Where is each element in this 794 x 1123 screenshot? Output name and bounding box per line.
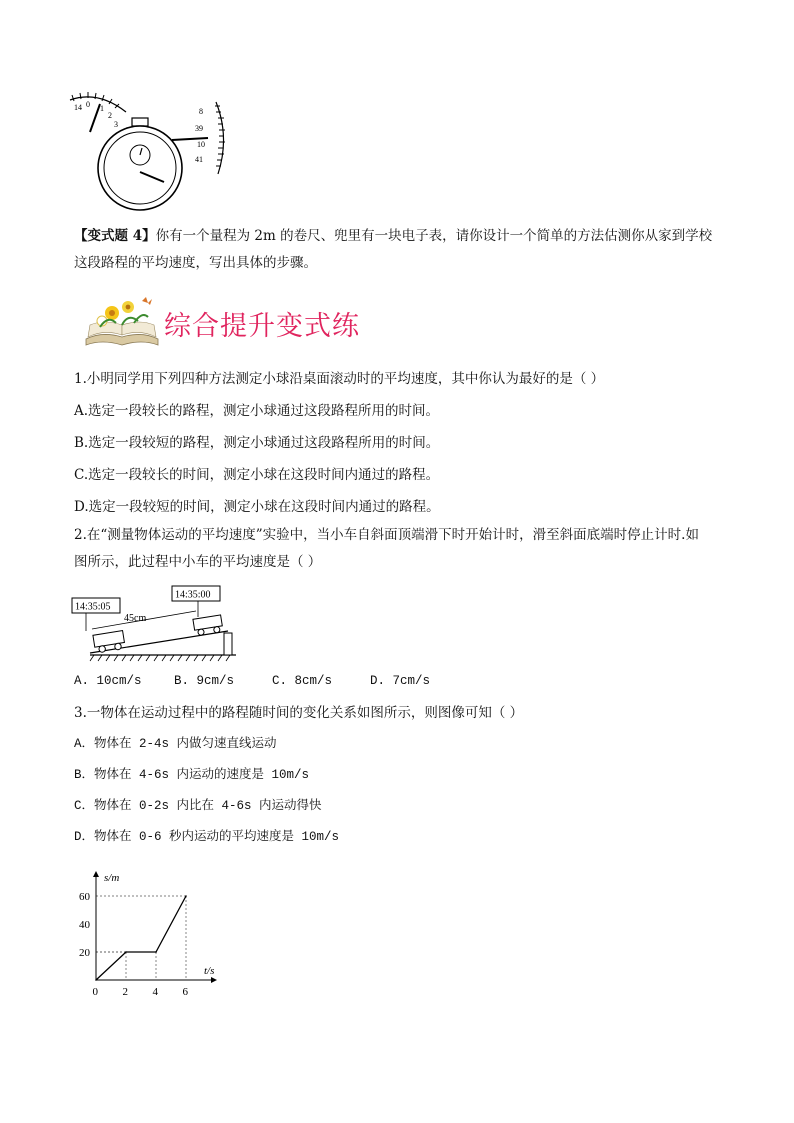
q3-option-b: B．物体在 4-6s 内运动的速度是 10m/s bbox=[74, 768, 310, 782]
variant4-line1: 【变式题 4】你有一个量程为 2m 的卷尺、兜里有一块电子表，请你设计一个简单的方法估测你从家到学校 bbox=[74, 228, 713, 244]
y-tick-label: 60 bbox=[79, 891, 90, 903]
question-3 bbox=[74, 700, 754, 851]
q2-stem-line2: 图所示，此过程中小车的平均速度是（ ） bbox=[74, 554, 322, 570]
q2-option-d: D. 7cm/s bbox=[370, 674, 431, 688]
dial-tick: 0 bbox=[86, 100, 90, 109]
incline-figure bbox=[68, 585, 240, 663]
variant4-tag: 【变式题 4】 bbox=[74, 228, 156, 244]
x-tick-label: 2 bbox=[122, 986, 128, 998]
clock-right-time: 14:35:00 bbox=[175, 589, 211, 601]
dial-tick: 14 bbox=[74, 103, 82, 112]
y-axis-label: s/m bbox=[104, 872, 120, 884]
scale-tick: 8 bbox=[199, 107, 203, 116]
dial-tick: 1 bbox=[100, 104, 104, 113]
distance-time-chart bbox=[74, 866, 224, 1002]
clock-left-time: 14:35:05 bbox=[75, 601, 111, 613]
banner-icon bbox=[82, 295, 162, 347]
q2-option-c: C. 8cm/s bbox=[272, 674, 333, 688]
series-line bbox=[96, 896, 186, 980]
q3-option-c: C．物体在 0-2s 内比在 4-6s 内运动得快 bbox=[74, 799, 322, 813]
variant4-paragraph bbox=[74, 223, 734, 277]
q1-option-a: A.选定一段较长的路程，测定小球通过这段路程所用的时间。 bbox=[74, 403, 440, 419]
q2-options bbox=[74, 674, 474, 688]
question-2 bbox=[74, 522, 754, 576]
q2-option-b: B. 9cm/s bbox=[174, 674, 235, 688]
q1-option-b: B.选定一段较短的路程，测定小球通过这段路程所用的时间。 bbox=[74, 435, 440, 451]
section-title: 综合提升变式练 bbox=[164, 311, 360, 342]
variant4-line2: 这段路程的平均速度，写出具体的步骤。 bbox=[74, 255, 317, 271]
q2-option-a: A. 10cm/s bbox=[74, 674, 142, 688]
x-tick-label: 0 bbox=[92, 986, 98, 998]
x-tick-label: 6 bbox=[182, 986, 188, 998]
x-tick-label: 4 bbox=[152, 986, 158, 998]
scale-tick: 41 bbox=[195, 155, 203, 164]
scale-tick: 39 bbox=[195, 124, 203, 133]
x-axis-label: t/s bbox=[204, 965, 215, 977]
dial-tick: 3 bbox=[114, 120, 118, 129]
q2-stem-line1: 2.在“测量物体运动的平均速度”实验中，当小车自斜面顶端滑下时开始计时，滑至斜面底端时停止计时.如 bbox=[74, 527, 699, 543]
q3-stem: 3.一物体在运动过程中的路程随时间的变化关系如图所示，则图像可知（ ） bbox=[74, 705, 524, 721]
question-1 bbox=[74, 366, 754, 521]
y-tick-label: 20 bbox=[79, 947, 90, 959]
q3-option-d: D．物体在 0-6 秒内运动的平均速度是 10m/s bbox=[74, 830, 340, 844]
scale-tick: 10 bbox=[197, 140, 205, 149]
y-tick-label: 40 bbox=[79, 919, 90, 931]
q1-option-c: C.选定一段较长的时间，测定小球在这段时间内通过的路程。 bbox=[74, 467, 440, 483]
q3-option-a: A．物体在 2-4s 内做匀速直线运动 bbox=[74, 737, 277, 751]
stopwatch-figure bbox=[68, 92, 234, 222]
q1-stem: 1.小明同学用下列四种方法测定小球沿桌面滚动时的平均速度，其中你认为最好的是（ ） bbox=[74, 371, 605, 387]
distance-label: 45cm bbox=[124, 613, 147, 624]
dial-tick: 2 bbox=[108, 111, 112, 120]
q1-option-d: D.选定一段较短的时间，测定小球在这段时间内通过的路程。 bbox=[74, 499, 440, 515]
